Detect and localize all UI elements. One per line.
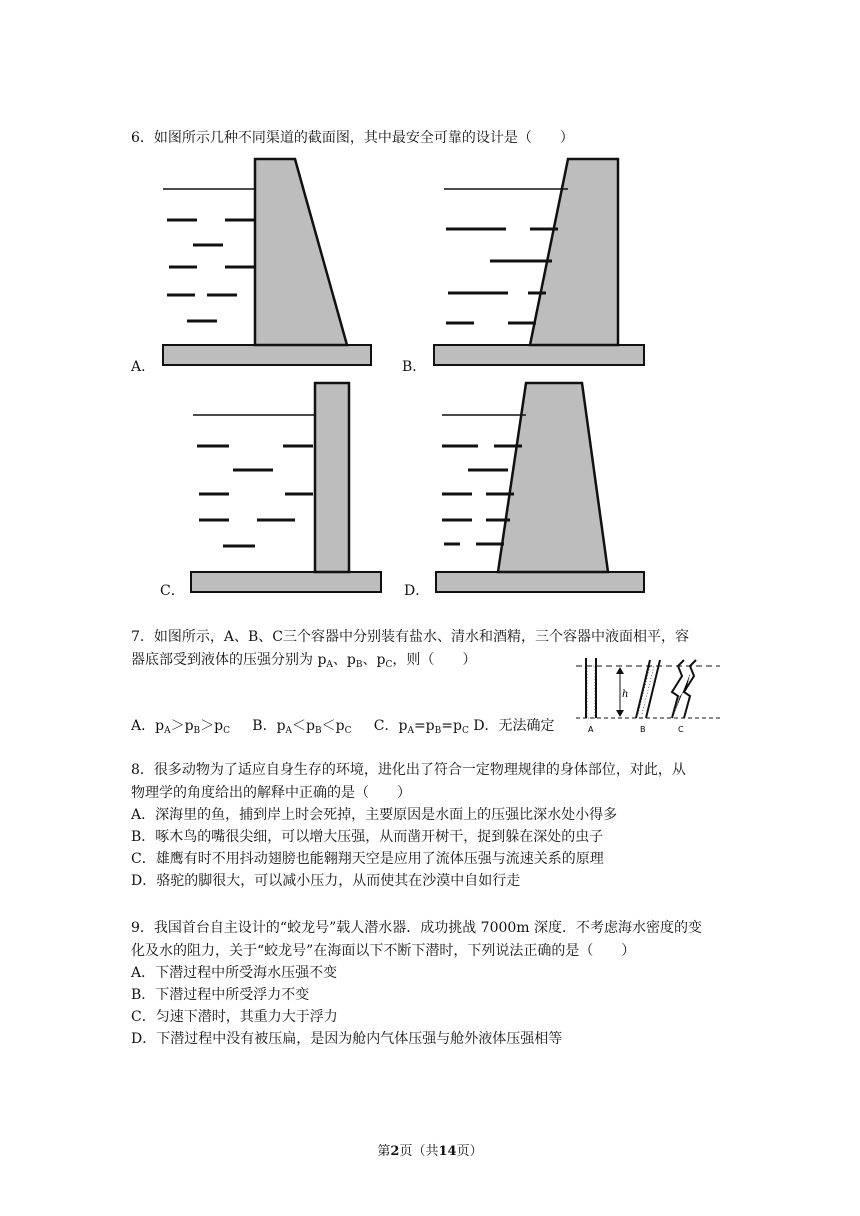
q6-figure-c[interactable]: [185, 380, 385, 595]
q6-stem: 6．如图所示几种不同渠道的截面图，其中最安全可靠的设计是（ ）: [131, 130, 574, 146]
q6-figure-a[interactable]: [155, 155, 375, 370]
q8-option-b[interactable]: B．啄木鸟的嘴很尖细，可以增大压强，从而凿开树干，捉到躲在深处的虫子: [131, 829, 604, 845]
q6-option-d-label: D．: [404, 583, 430, 599]
q6-option-b-label: B．: [402, 359, 427, 375]
q7-figure-containers: [574, 656, 724, 736]
q9-stem-line2: 化及水的阻力，关于“蛟龙号”在海面以下不断下潜时，下列说法正确的是（ ）: [131, 943, 636, 959]
q7-stem-line1: 7．如图所示，A、B、C三个容器中分别装有盐水、清水和酒精，三个容器中液面相平，容: [131, 629, 690, 645]
q9-option-a[interactable]: A．下潜过程中所受海水压强不变: [131, 965, 338, 981]
q8-option-c[interactable]: C．雄鹰有时不用抖动翅膀也能翱翔天空是应用了流体压强与流速关系的原理: [131, 851, 604, 867]
page-number: 2: [390, 1144, 400, 1159]
q9-option-c[interactable]: C．匀速下潜时，其重力大于浮力: [131, 1009, 338, 1025]
q9-option-b[interactable]: B．下潜过程中所受浮力不变: [131, 987, 310, 1003]
q8-stem-line2: 物理学的角度给出的解释中正确的是（ ）: [131, 785, 411, 801]
q9-stem-line1: 9．我国首台自主设计的“蛟龙号”载人潜水器．成功挑战 7000m 深度．不考虑海水密度的变: [131, 920, 703, 936]
q7-option-a[interactable]: A．$p_A>p_B>p_C$: [131, 718, 231, 736]
q7-option-c[interactable]: C．$p_A=p_B=p_C$: [373, 718, 469, 736]
q7-option-d[interactable]: D．无法确定: [473, 718, 555, 734]
q7-label-a: A: [588, 725, 594, 734]
page-total: 14: [438, 1144, 457, 1159]
q9-option-d[interactable]: D．下潜过程中没有被压扁，是因为舱内气体压强与舱外液体压强相等: [131, 1031, 563, 1047]
q7-label-c: C: [678, 725, 684, 734]
q7-option-b[interactable]: B．$p_A<p_B<p_C$: [252, 718, 352, 736]
q7-stem-line2: 器底部受到液体的压强分别为 $p_A$、$p_B$、$p_C$，则（ ）: [131, 652, 477, 670]
q6-figure-b[interactable]: [432, 155, 652, 370]
q6-option-c-label: C．: [160, 583, 185, 599]
q6-figure-d[interactable]: [432, 380, 652, 595]
q7-h-label: h: [622, 689, 629, 700]
q7-options: [131, 716, 555, 741]
q8-option-d[interactable]: D．骆驼的脚很大，可以减小压力，从而使其在沙漠中自如行走: [131, 873, 521, 889]
q8-stem-line1: 8．很多动物为了适应自身生存的环境，进化出了符合一定物理规律的身体部位，对此，从: [131, 762, 686, 778]
page-footer: 第2页（共14页）: [377, 1144, 483, 1159]
q7-label-b: B: [640, 725, 646, 734]
q6-option-a-label: A．: [131, 359, 156, 375]
q8-option-a[interactable]: A．深海里的鱼，捕到岸上时会死掉，主要原因是水面上的压强比深水处小得多: [131, 807, 618, 823]
